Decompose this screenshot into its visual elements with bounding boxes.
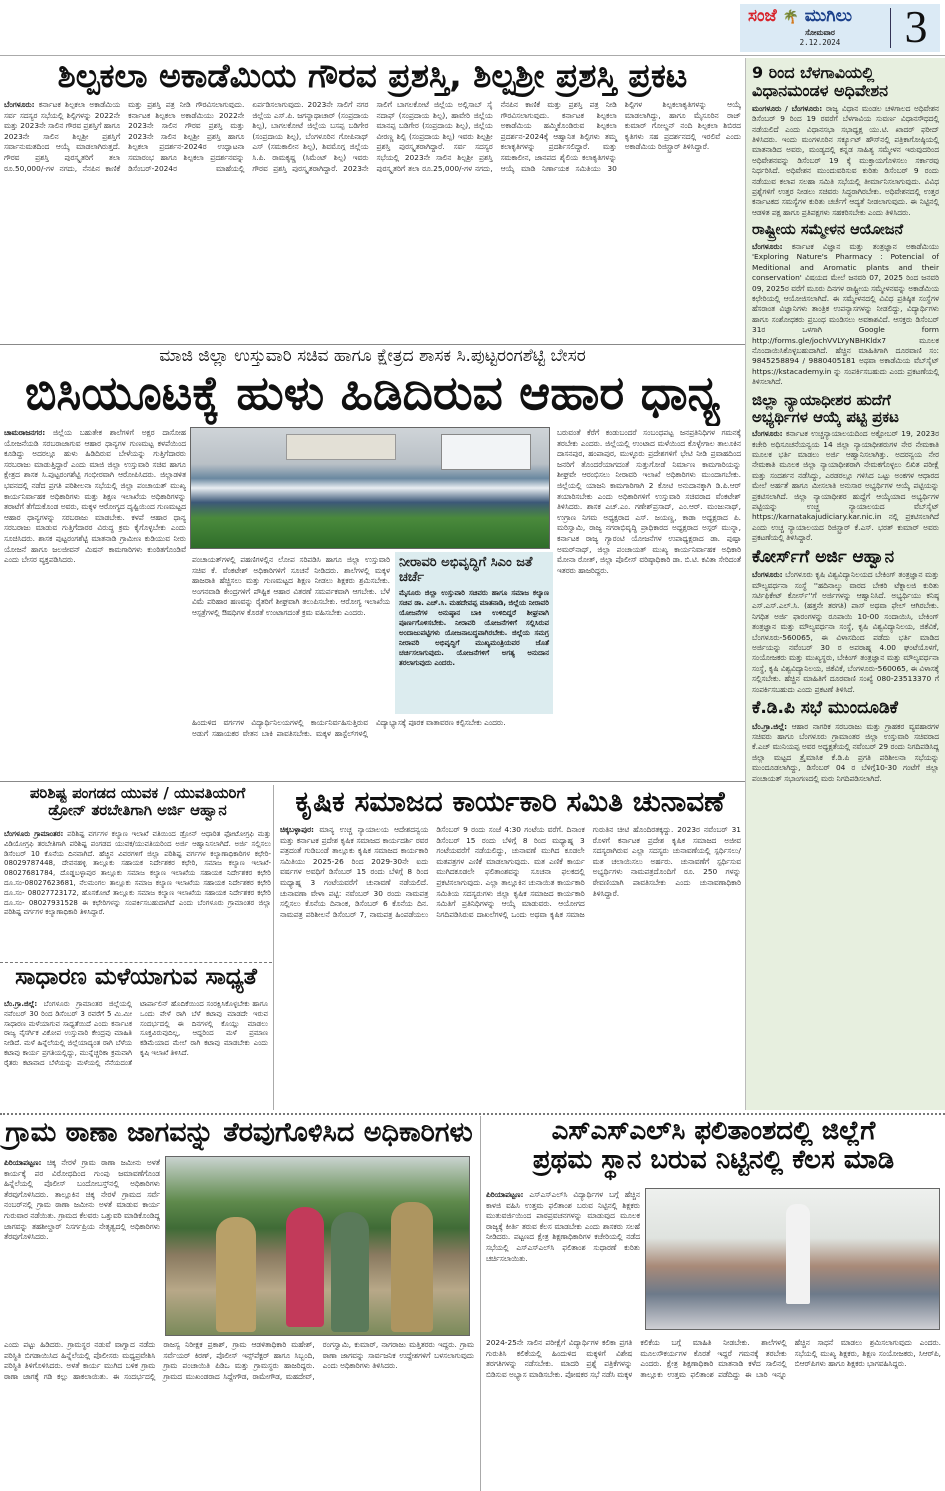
logo-part1: ಸಂಜೆ [748,6,777,26]
top-rule [0,55,945,56]
box-text: ಮೈಸೂರು ಜಿಲ್ಲಾ ಉಸ್ತುವಾರಿ ಸಚಿವರು ಹಾಗೂ ಸಮಾಜ ಕಲ್ಯಾಣ ಸಚಿವ ಡಾ. ಎಚ್.ಸಿ. ಮಹದೇವಪ್ಪ ಮಾತನಾಡಿ, ಜಿಲ್ಲೆಯ ನೀರಾವರಿ ಯೋಜನೆಗಳ ಅನುಷ್ಠಾನ ಬಾಕಿ ಉಳಿದಿದ್ದರೆ ಶೀಘ್ರವಾಗಿ ಪೂರ್ಣಗೊಳಿಸಬೇಕು. ನೀರಾವರಿ ಯೋಜನೆಗಳಿಗೆ ಸಲ್ಲಿಸಿರುವ ಅಂದಾಜುಪಟ್ಟಿಗಳು ಯೋಜನಾಬದ್ಧವಾಗಿರಬೇಕು. ಜಿಲ್ಲೆಯ ಸಮಗ್ರ ನೀರಾವರಿ ಅಭಿವೃದ್ಧಿಗೆ ಮುಖ್ಯಮಂತ್ರಿಯವರ ಜೊತೆ ಚರ್ಚಿಸಲಾಗುವುದು. ಯೋಜನೆಗಳಿಗೆ ಅಗತ್ಯ ಅನುದಾನ ತರಲಾಗುವುದು ಎಂದರು. [399,589,549,667]
article-bisiyoota-middle [192,555,390,715]
figure [286,1207,324,1327]
sidebar [745,58,945,1110]
sidebar-item-sammelana [752,222,939,387]
article-bisiyoota-left [4,428,186,778]
sidebar-headline: ಕೋರ್ಸ್‌ಗೆ ಅರ್ಜಿ ಆಹ್ವಾನ [752,546,895,567]
paper-logo [748,6,888,28]
edition-day: ಸೋಮವಾರ [805,28,835,37]
meeting-photo [190,427,550,549]
headline-line: ಪರಿಶಿಷ್ಟ ಪಂಗಡದ ಯುವಕ / ಯುವತಿಯರಿಗೆ [29,785,246,802]
dateline: ಬೆಂಗಳೂರು: [752,429,783,439]
article-bisiyoota-right [557,428,741,778]
headline-line: ಡ್ರೋನ್ ತರಬೇತಿಗಾಗಿ ಅರ್ಜಿ ಆಹ್ವಾನ [48,800,227,819]
edition-date: 2.12.2024 [799,38,841,47]
teachers-meeting-photo [645,1188,940,1330]
article-sslc-top [486,1190,640,1335]
sidebar-headline: ರಾಷ್ಟ್ರೀಯ ಸಮ್ಮೇಳನ ಆಯೋಜನೆ [752,222,904,239]
article-shilpakala-body [4,100,741,340]
logo-part2: ಮುಗಿಲು [804,6,852,26]
banner [286,434,396,460]
figure [786,1204,810,1304]
headline-shilpakala: ಶಿಲ್ಪಕಲಾ ಅಕಾಡೆಮಿಯ ಗೌರವ ಪ್ರಶಸ್ತಿ, ಶಿಲ್ಪಶ್ರೀ ಪ್ರಶಸ್ತಿ ಪ್ರಕಟ [57,58,688,95]
article-grama-thana-top [4,1158,160,1338]
sidebar-text: ರಾಜ್ಯ ವಿಧಾನ ಮಂಡಲ ಚಳಿಗಾಲದ ಅಧಿವೇಶನ ಡಿಸೆಂಬರ್ 9 ರಿಂದ 19 ರವರೆಗೆ ಬೆಳಗಾವಿಯ ಸುವರ್ಣ ವಿಧಾನಸೌಧದಲ್ಲಿ ನಡೆಯಲಿದೆ ಎಂದು ವಿಧಾನಸಭಾ ಸಭಾಧ್ಯಕ್ಷ ಯು.ಟಿ. ಖಾದರ್ ಫರೀದ್ ತಿಳಿಸಿದರು. ಇಂದು ಮಂಗಳೂರಿನ ಸರ್ಕ್ಯೂಟ್ ಹೌಸ್‌ನಲ್ಲಿ ಪತ್ರಿಕಾಗೋಷ್ಠಿಯಲ್ಲಿ ಮಾತನಾಡಿದ ಅವರು, ಮಂಡ್ಯದಲ್ಲಿ ಕನ್ನಡ ಸಾಹಿತ್ಯ ಸಮ್ಮೇಳನ ಇರುವುದರಿಂದ ಅಧಿವೇಶನವನ್ನು ಡಿಸೆಂಬರ್ 19 ಕ್ಕೆ ಮುಕ್ತಾಯಗೊಳಿಸಲು ಸರ್ಕಾರವು ನಿರ್ಧರಿಸಿದೆ. ಅಧಿವೇಶನ ಮುಂದುವರಿಸುವ ಕುರಿತು ಡಿಸೆಂಬರ್ 9 ರಂದು ನಡೆಯುವ ಕಲಾಪ ಸಲಹಾ ಸಮಿತಿ ಸಭೆಯಲ್ಲಿ ತೀರ್ಮಾನಿಸಲಾಗುವುದು. ವಿವಿಧ ಪ್ರಶ್ನೆಗಳಿಗೆ ಉತ್ತರ ನೀಡಲು ಸಚಿವರು ಸಿದ್ಧರಾಗಿರಬೇಕು. ಅಧಿವೇಶನದಲ್ಲಿ ಉತ್ತರ ಕರ್ನಾಟಕದ ಸಮಸ್ಯೆಗಳ ಕುರಿತು ಚರ್ಚೆಗೆ ಆದ್ಯತೆ ನೀಡಲಾಗುವುದು. ಈ ನಿಟ್ಟಿನಲ್ಲಿ ಆಡಳಿತ ಪಕ್ಷ ಹಾಗೂ ಪ್ರತಿಪಕ್ಷಗಳು ಸಹಕರಿಸಬೇಕು ಎಂದು ತಿಳಿಸಿದರು. [752,103,939,217]
article-text: ಮಾನ್ಯ ಉಚ್ಚ ನ್ಯಾಯಾಲಯ ಆದೇಶದನ್ವಯ ಮತ್ತು ಕರ್ನಾಟಕ ಪ್ರದೇಶ ಕೃಷಿಕ ಸಮಾಜದ ಕಾರ್ಯದರ್ಶಿ ರವರ ಪತ್ರದಂತೆ ಗುಡಿಬಂಡೆ ತಾಲ್ಲೂಕು ಕೃಷಿಕ ಸಮಾಜದ ಕಾರ್ಯಕಾರಿ ಸಮಿತಿಯು 2025-26 ರಿಂದ 2029-30ನೇ ಐದು ವರ್ಷಗಳ ಅವಧಿಗೆ ಡಿಸೆಂಬರ್ 15 ರಂದು ಬೆಳಿಗ್ಗೆ 8 ರಿಂದ ಮಧ್ಯಾಹ್ನ 3 ಗಂಟೆಯವರೆಗೆ ಚುನಾವಣೆ ನಡೆಯಲಿದೆ. ಚುನಾವಣಾ ವೇಳಾ ಪಟ್ಟಿ: ನವೆಂಬರ್ 30 ರಂದು ನಾಮಪತ್ರ ಸಲ್ಲಿಸಲು ಕೊನೆಯ ದಿನಾಂಕ, ಡಿಸೆಂಬರ್ 6 ಕೊನೆಯ ದಿನ. ನಾಮಪತ್ರ ಪರಿಶೀಲನೆ ಡಿಸೆಂಬರ್ 7, ನಾಮಪತ್ರ ಹಿಂಪಡೆಯಲು ಡಿಸೆಂಬರ್ 9 ರಂದು ಸಂಜೆ 4:30 ಗಂಟೆಯ ವರೆಗೆ. ದಿನಾಂಕ ಡಿಸೆಂಬರ್ 15 ರಂದು ಬೆಳಿಗ್ಗೆ 8 ರಿಂದ ಮಧ್ಯಾಹ್ನ 3 ಗಂಟೆಯವರೆಗೆ ನಡೆಯಲಿದ್ದು, ಚುನಾವಣೆ ಮುಗಿದ ಕೂಡಲೇ ಮತಪತ್ರಗಳ ಎಣಿಕೆ ಮಾಡಲಾಗುವುದು. ಮತ ಎಣಿಕೆ ಕಾರ್ಯ ಮುಗಿದಕೂಡಲೇ ಫಲಿತಾಂಶವನ್ನು ಸೂಚನಾ ಫಲಕದಲ್ಲಿ ಪ್ರಕಟಿಸಲಾಗುವುದು. ಎಲ್ಲಾ ತಾಲ್ಲೂಕಿನ ಚುನಾಯಿತ ಕಾರ್ಯಕಾರಿ ಸಮಿತಿಯ ಸದಸ್ಯರುಗಳು ಜಿಲ್ಲಾ ಕೃಷಿಕ ಸಮಾಜದ ಕಾರ್ಯಕಾರಿ ಸಮಿತಿಗೆ ಪ್ರತಿನಿಧಿಗಳನ್ನು ಆಯ್ಕೆ ಮಾಡುವರು. ಆಯೋಗದ ನಿಗದಿಪಡಿಸಿರುವ ದಾಖಲೆಗಳಲ್ಲಿ ಒಂದು ಅಥವಾ ಕೃಷಿಕ ಸಮಾಜ ಗುರುತಿನ ಚೀಟಿ ಹೊಂದಿರತಕ್ಕದ್ದು. 2023ರ ನವೆಂಬರ್ 31 ರೊಳಗೆ ಕರ್ನಾಟಕ ಪ್ರದೇಶ ಕೃಷಿಕ ಸಮಾಜದ ಅಜೀವ ಸದಸ್ಯರಾಗಿರುವ ಎಲ್ಲಾ ಸದಸ್ಯರು ಚುನಾವಣೆಯಲ್ಲಿ ಸ್ಪರ್ಧಿಸಲು/ ಮತ ಚಲಾಯಿಸಲು ಅರ್ಹರು. ಚುನಾವಣೆಗೆ ಸ್ಪರ್ಧಿಸುವ ಅಭ್ಯರ್ಥಿಗಳು ನಾಮಪತ್ರದೊಂದಿಗೆ ರೂ. 250 ಗಳನ್ನು ಠೇವಣಿಯಾಗಿ ಪಾವತಿಸಬೇಕು ಎಂದು ಚುನಾವಣಾಧಿಕಾರಿ ತಿಳಿಸಿದ್ದಾರೆ. [280,825,741,919]
dateline: ಬೆಂ.ಗ್ರಾ.ಜಿಲ್ಲೆ: [752,721,788,731]
divider [0,781,745,782]
article-text: ಪಂಚಾಯತ್‌ಗಳಲ್ಲಿ ಪಹಣಿಗಳಲ್ಲಿನ ಲೋಪ ಸರಿಪಡಿಸಿ ಹಾಗೂ ಜಿಲ್ಲಾ ಉಸ್ತುವಾರಿ ಸಚಿವ ಕೆ. ವೆಂಕಟೇಶ್ ಅಧಿಕಾರಿಗಳಿಗೆ ಸೂಚನೆ ನೀಡಿದರು. ಶಾಲೆಗಳಲ್ಲಿ ಮಕ್ಕಳ ಹಾಜರಾತಿ ಹೆಚ್ಚಿಸಲು ಮತ್ತು ಗುಣಮಟ್ಟದ ಶಿಕ್ಷಣ ನೀಡಲು ಶಿಕ್ಷಕರು ಶ್ರಮಿಸಬೇಕು. ಅಂಗನವಾಡಿ ಕೇಂದ್ರಗಳಿಗೆ ಪೌಷ್ಟಿಕ ಆಹಾರ ವಿತರಣೆ ಸಮರ್ಪಕವಾಗಿ ಆಗಬೇಕು. ಬೆಳೆ ವಿಮೆ ಪರಿಹಾರ ಹಣವನ್ನು ರೈತರಿಗೆ ಶೀಘ್ರವಾಗಿ ತಲುಪಿಸಬೇಕು. ಆರೋಗ್ಯ ಇಲಾಖೆಯ ಆಸ್ಪತ್ರೆಗಳಲ್ಲಿ ಔಷಧಿಗಳ ಕೊರತೆ ಉಂಟಾಗದಂತೆ ಕ್ರಮ ವಹಿಸಬೇಕು ಎಂದರು. [192,555,390,617]
figure [331,1212,369,1332]
article-grama-thana-bottom [4,1340,474,1490]
article-bisiyoota-bottom [192,718,552,776]
sidebar-text: ಬೆಂಗಳೂರು ಕೃಷಿ ವಿಶ್ವವಿದ್ಯಾನಿಲಯದ ಬೇಕಿಂಗ್ ತಂತ್ರಜ್ಞಾನ ಮತ್ತು ಮೌಲ್ಯವರ್ಧನಾ ಸಂಸ್ಥೆ ''ಹದಿನಾಲ್ಕು ವಾರದ ಬೇಕರಿ ಟೆಕ್ನಾಲಜಿ ಕುರಿತು ಸರ್ಟಿಫಿಕೇಟ್ ಕೋರ್ಸ್''ಗೆ ಅರ್ಜಿಗಳನ್ನು ಆಹ್ವಾನಿಸಿದೆ. ಅಭ್ಯರ್ಥಿಯು ಕನಿಷ್ಠ ಎಸ್.ಎಸ್.ಎಲ್.ಸಿ. (ಹತ್ತನೇ ತರಗತಿ) ಪಾಸ್ ಅಥವಾ ಫೇಲ್ ಆಗಿರಬೇಕು. ನಿಗಧಿತ ಅರ್ಜಿ ಫಾರಂಗಳನ್ನು ರೂಪಾಯಿ 10-00 ಸಂದಾಯಿಸಿ, ಬೇಕಿಂಗ್ ತಂತ್ರಜ್ಞಾನ ಮತ್ತು ಮೌಲ್ಯವರ್ಧನಾ ಸಂಸ್ಥೆ, ಕೃಷಿ ವಿಶ್ವವಿದ್ಯಾನಿಲಯ, ಜಿಕೆವಿಕೆ, ಬೆಂಗಳೂರು-560065, ಈ ವಿಳಾಸದಿಂದ ಪಡೆದು ಭರ್ತಿ ಮಾಡಿದ ಅರ್ಜಿಯನ್ನು ನವೆಂಬರ್ 30 ರ ಅಪರಾಹ್ನ 4.00 ಘಂಟೆಯೊಳಗೆ, ಸಂಯೋಜಕರು ಮತ್ತು ಮುಖ್ಯಸ್ಥರು, ಬೇಕಿಂಗ್ ತಂತ್ರಜ್ಞಾನ ಮತ್ತು ಮೌಲ್ಯವರ್ಧನಾ ಸಂಸ್ಥೆ, ಕೃಷಿ ವಿಶ್ವವಿದ್ಯಾನಿಲಯ, ಜಿಕೆವಿಕೆ, ಬೆಂಗಳೂರು-560065, ಈ ವಿಳಾಸಕ್ಕೆ ಸಲ್ಲಿಸಬೇಕು. ಹೆಚ್ಚಿನ ಮಾಹಿತಿಗೆ ದೂರವಾಣಿ ಸಂಖ್ಯೆ 080-23513370 ಗೆ ಸಂಪರ್ಕಿಸಬಹುದು ಎಂದು ಪ್ರಕಟಣೆ ತಿಳಿಸಿದೆ. [752,570,940,694]
sidebar-item-kdp [752,699,939,784]
figure [216,1217,256,1332]
article-text: ಕರ್ನಾಟಕ ಶಿಲ್ಪಕಲಾ ಅಕಾಡೆಮಿಯ ಸರ್ವ ಸದಸ್ಯರ ಸಭೆಯಲ್ಲಿ ಶಿಲ್ಪಿಗಳನ್ನು 2022ನೇ ಮತ್ತು 2023ನೇ ಸಾಲಿನ ಗೌರವ ಪ್ರಶಸ್ತಿಗೆ ಹಾಗೂ 2023ನೇ ಸಾಲಿನ ಶಿಲ್ಪಶ್ರೀ ಪ್ರಶಸ್ತಿಗೆ ಸರ್ವಾನುಮತದಿಂದ ಆಯ್ಕೆ ಮಾಡಲಾಗಿರುತ್ತದೆ. ಗೌರವ ಪ್ರಶಸ್ತಿ ಪುರಸ್ಕೃತರಿಗೆ ತಲಾ ರೂ.50,000/-ಗಳ ನಗದು, ನೆನಪಿನ ಕಾಣಿಕೆ ಮತ್ತು ಪ್ರಶಸ್ತಿ ಪತ್ರ ನೀಡಿ ಗೌರವಿಸಲಾಗುವುದು. ಕರ್ನಾಟಕ ಶಿಲ್ಪಕಲಾ ಅಕಾಡೆಮಿಯು 2022ನೇ 2023ನೇ ಸಾಲಿನ ಗೌರವ ಪ್ರಶಸ್ತಿ ಮತ್ತು 2023ನೇ ಸಾಲಿನ ಶಿಲ್ಪಶ್ರೀ ಪ್ರಶಸ್ತಿ ಹಾಗೂ ಶಿಲ್ಪಕಲಾ ಪ್ರದರ್ಶನ-2024ರ ಉದ್ಘಾಟನಾ ಸಮಾರಂಭ ಹಾಗೂ ಶಿಲ್ಪಕಲಾ ಪ್ರದರ್ಶನವನ್ನು ಡಿಸೆಂಬರ್-2024ರ ಮಾಹೆಯಲ್ಲಿ ಏರ್ಪಡಿಸಲಾಗುವುದು. 2023ನೇ ಸಾಲಿಗೆ ನಗರ ಜಿಲ್ಲೆಯ ಎಸ್.ಪಿ. ಜಗನ್ನಾಥಾಚಾರ್ (ಸಂಪ್ರದಾಯ ಶಿಲ್ಪ), ಬಾಗಲಕೋಟೆ ಜಿಲ್ಲೆಯ ಬಸಪ್ಪ ಬಡಿಗೇರ (ಸಂಪ್ರದಾಯ ಶಿಲ್ಪ), ಬೆಂಗಳೂರಿನ ಗೋಪಿನಾಥ್ ಎಸ್ (ಸಮಕಾಲೀನ ಶಿಲ್ಪ), ಶಿವಮೊಗ್ಗ ಜಿಲ್ಲೆಯ ಸಿ.ಪಿ. ರಾಮಕೃಷ್ಣ (ಸಿಮೆಂಟ್ ಶಿಲ್ಪ) ಇವರು ಗೌರವ ಪ್ರಶಸ್ತಿ ಪುರಸ್ಕೃತರಾಗಿದ್ದಾರೆ. 2023ನೇ ಸಾಲಿಗೆ ಬಾಗಲಕೋಟೆ ಜಿಲ್ಲೆಯ ಅಲ್ಲಿಸಾಬ್ ಸೈ ನದಾಫ್ (ಸಂಪ್ರದಾಯ ಶಿಲ್ಪ), ಹಾವೇರಿ ಜಿಲ್ಲೆಯ ಮಾನಪ್ಪ ಬಡಿಗೇರ (ಸಂಪ್ರದಾಯ ಶಿಲ್ಪ), ಜಿಲ್ಲೆಯ ವೀರಣ್ಣ ಶಿಲ್ಪಿ (ಸಂಪ್ರದಾಯ ಶಿಲ್ಪ) ಇವರು ಶಿಲ್ಪಶ್ರೀ ಪ್ರಶಸ್ತಿ ಪುರಸ್ಕೃತರಾಗಿದ್ದಾರೆ. ಸರ್ವ ಸದಸ್ಯರ ಸಭೆಯಲ್ಲಿ 2023ನೇ ಸಾಲಿನ ಶಿಲ್ಪಶ್ರೀ ಪ್ರಶಸ್ತಿ ಪುರಸ್ಕೃತರಿಗೆ ತಲಾ ರೂ.25,000/-ಗಳ ನಗದು, ನೆನಪಿನ ಕಾಣಿಕೆ ಮತ್ತು ಪ್ರಶಸ್ತಿ ಪತ್ರ ನೀಡಿ ಗೌರವಿಸಲಾಗುವುದು. ಕರ್ನಾಟಕ ಶಿಲ್ಪಕಲಾ ಅಕಾಡೆಮಿಯ ಹಮ್ಮಿಕೊಂಡಿರುವ ಶಿಲ್ಪಕಲಾ ಪ್ರದರ್ಶನ-2024ಕ್ಕೆ ಆಹ್ವಾನಿತ ಶಿಲ್ಪಿಗಳು ತಮ್ಮ ಕಲಾಕೃತಿಗಳನ್ನು ಪ್ರದರ್ಶಿಸಲಿದ್ದಾರೆ. ಮತ್ತು ಸಮಕಾಲೀನ, ಜಾನಪದ ಶೈಲಿಯ ಕಲಾಕೃತಿಗಳನ್ನು ಆಯ್ಕೆ ಮಾಡಿ ನಿರ್ಣಾಯಕ ಸಮಿತಿಯು 30 ಶಿಲ್ಪಿಗಳ ಶಿಲ್ಪಕಲಾಕೃತಿಗಳನ್ನು ಆಯ್ಕೆ ಮಾಡಲಾಗಿದ್ದು, ಹಾಗೂ ಮೈಸೂರಿನ ರಾಜ್ ಕುಮಾರ್ ಗೋಲ್ಡನ್ ನಂದಿ ಶಿಲ್ಪಕಲಾ ಶಿಬಿರದ ಕೃತಿಗಳು ಸಹ ಪ್ರದರ್ಶನದಲ್ಲಿ ಇರಲಿವೆ ಎಂದು ಅಕಾಡೆಮಿಯ ರಿಜಿಸ್ಟ್ರಾರ್ ತಿಳಿಸಿದ್ದಾರೆ. [4,100,741,173]
headline-bisiyoota: ಬಿಸಿಯೂಟಕ್ಕೆ ಹುಳು ಹಿಡಿದಿರುವ ಆಹಾರ ಧಾನ್ಯ [24,368,721,421]
palm-tree-icon: 🌴 [782,10,799,25]
dateline: ಬೆಂಗಳೂರು: [4,100,35,109]
divider [0,962,272,963]
figure [391,1202,433,1332]
sidebar-item-nyayadheesha [752,392,939,544]
page-number: 3 [904,4,928,52]
article-drone-body [4,830,271,952]
sidebar-headline: ಕೆ.ಡಿ.ಪಿ ಸಭೆ ಮುಂದೂಡಿಕೆ [752,698,898,718]
headline-drone [0,785,275,829]
divider [273,785,274,1110]
dateline: ಮಂಗಳೂರು / ಬೆಂಗಳೂರು: [752,103,823,113]
sidebar-text: ಕರ್ನಾಟಕ ವಿಜ್ಞಾನ ಮತ್ತು ತಂತ್ರಜ್ಞಾನ ಅಕಾಡೆಮಿಯು 'Exploring Nature's Pharmacy : Potencial of Meditional and Aromatic plants and their conservation' ವಿಷಯದ ಮೇಲೆ ಜನವರಿ 07, 2025 ರಿಂದ ಜನವರಿ 09, 2025ರ ವರೆಗೆ ಮೂರು ದಿನಗಳ ರಾಷ್ಟ್ರೀಯ ಸಮ್ಮೇಳನವನ್ನು ಅಕಾಡೆಮಿಯ ಕಛೇರಿಯಲ್ಲಿ ಆಯೋಜಿಸಲಾಗಿದೆ. ಈ ಸಮ್ಮೇಳನದಲ್ಲಿ ವಿವಿಧ ಪ್ರತಿಷ್ಠಿತ ಸಂಸ್ಥೆಗಳ ಹೆಸರಾಂತ ವಿಜ್ಞಾನಿಗಳು ತಾಂತ್ರಿಕ ಉಪನ್ಯಾಸಗಳನ್ನು ನೀಡಲಿದ್ದು, ವಿದ್ಯಾರ್ಥಿಗಳು ಹಾಗೂ ಸಂಶೋಧಕರು ಪ್ರಬಂಧ ಮಂಡಿಸಲು ಅವಕಾಶವಿದೆ. ಆಸಕ್ತರು ಡಿಸೆಂಬರ್ 31ರ ಒಳಗಾಗಿ Google form http://forms.gle/jochVVLYyNBHKldx7 ಮೂಲಕ ನೊಂದಾಯಿಸಿಕೊಳ್ಳಬಹುದಾಗಿದೆ. ಹೆಚ್ಚಿನ ಮಾಹಿತಿಗಾಗಿ ದೂರವಾಣಿ ಸಂ: 9845258894 / 9880405181 ಅಥವಾ ಅಕಾಡೆಮಿಯ ವೆಬ್‌ಸೈಟ್ https://kstacademy.in ನ್ನು ಸಂಪರ್ಕಿಸಬಹುದು ಎಂದು ಪ್ರಕಟಣೆಯಲ್ಲಿ ತಿಳಿಸಲಾಗಿದೆ. [752,241,939,387]
article-male-body [4,1000,268,1104]
dateline: ಬೆಂ.ಗ್ರಾ.ಜಿಲ್ಲೆ: [4,1000,38,1008]
headline-grama-thana: ಗ್ರಾಮ ಠಾಣಾ ಜಾಗವನ್ನು ತೆರವುಗೊಳಿಸಿದ ಅಧಿಕಾರಿಗಳು [5,1118,473,1148]
article-text: ಪರಿಶಿಷ್ಟ ವರ್ಗಗಳ ಕಲ್ಯಾಣ ಇಲಾಖೆ ವತಿಯಿಂದ ಡ್ರೋನ್ ಆಧಾರಿತ ಫೋಟೋಗ್ರಫಿ ಮತ್ತು ವಿಡಿಯೋಗ್ರಫಿ ತರಬೇತಿಗಾಗಿ ಪರಿಶಿಷ್ಟ ಪಂಗಡದ ಯುವಕ/ಯುವತಿಯರಿಂದ ಅರ್ಜಿ ಆಹ್ವಾನಿಸಲಾಗಿದೆ. ಅರ್ಜಿ ಸಲ್ಲಿಸಲು ಡಿಸೆಂಬರ್ 10 ಕೊನೆಯ ದಿನವಾಗಿದೆ. ಹೆಚ್ಚಿನ ವಿವರಗಳಿಗೆ ಜಿಲ್ಲಾ ಪರಿಶಿಷ್ಟ ವರ್ಗಗಳ ಕಲ್ಯಾಣಾಧಿಕಾರಿಗಳ ಕಛೇರಿ- 08029787448, ದೇವನಹಳ್ಳಿ ತಾಲ್ಲೂಕು ಸಹಾಯಕ ನಿರ್ದೇಶಕರ ಕಛೇರಿ, ಸಮಾಜ ಕಲ್ಯಾಣ ಇಲಾಖೆ- 08027681784, ದೊಡ್ಡಬಳ್ಳಾಪುರ ತಾಲ್ಲೂಕು ಸಮಾಜ ಕಲ್ಯಾಣ ಇಲಾಖೆಯ ಸಹಾಯಕ ನಿರ್ದೇಶಕರ ಕಛೇರಿ ದೂ.ಸಂ-08027623681, ನೆಲಮಂಗಲ ತಾಲ್ಲೂಕು ಸಮಾಜ ಕಲ್ಯಾಣ ಇಲಾಖೆಯ ಸಹಾಯಕ ನಿರ್ದೇಶಕರ ಕಛೇರಿ ದೂ.ಸಂ- 08027723172, ಹೊಸಕೋಟೆ ತಾಲ್ಲೂಕು ಸಮಾಜ ಕಲ್ಯಾಣ ಇಲಾಖೆಯ ಸಹಾಯಕ ನಿರ್ದೇಶಕರ ಕಛೇರಿ ದೂ.ಸಂ- 08027931528 ಈ ಕಛೇರಿಗಳನ್ನು ಸಂಪರ್ಕಿಸಬಹುದಾಗಿದೆ ಎಂದು ಬೆಂಗಳೂರು ಗ್ರಾಮಾಂತರ ಜಿಲ್ಲಾ ಪರಿಶಿಷ್ಟ ವರ್ಗಗಳ ಕಲ್ಯಾಣಾಧಿಕಾರಿ ತಿಳಿಸಿದ್ದಾರೆ. [4,830,271,917]
sidebar-item-course [752,548,939,695]
dateline: ಬೆಂಗಳೂರು: [752,570,783,580]
article-text: ಬೆಂಗಳೂರು ಗ್ರಾಮಾಂತರ ಜಿಲ್ಲೆಯಲ್ಲಿ ನವೆಂಬರ್ 30 ರಿಂದ ಡಿಸೆಂಬರ್ 3 ರವರೆಗೆ 5 ಮಿ.ಮೀ ಸಾಧಾರಣ ಮಳೆಯಾಗುವ ಸಾಧ್ಯತೆಯಿದೆ ಎಂದು ಕರ್ನಾಟಕ ರಾಜ್ಯ ನೈಸರ್ಗಿಕ ವಿಕೋಪ ಉಸ್ತುವಾರಿ ಕೇಂದ್ರವು ಮಾಹಿತಿ ನೀಡಿದೆ. ಮಳೆ ಹಿನ್ನೆಲೆಯಲ್ಲಿ ಜಿಲ್ಲೆಯಾದ್ಯಂತ ರಾಗಿ ಬೆಳೆಯ ಕಟಾವು ಕಾರ್ಯ ಪ್ರಗತಿಯಲ್ಲಿದ್ದು, ಮುನ್ನೆಚ್ಚರಿಕಾ ಕ್ರಮವಾಗಿ ರೈತರು ಕಟಾವಾದ ಬೆಳೆಯನ್ನು ಮಳೆಯಲ್ಲಿ ನೆನೆಯದಂತೆ ಟಾರ್ಪಾಲಿನ್ ಹೊದಿಕೆಯಿಂದ ಸಂರಕ್ಷಿಸಿಕೊಳ್ಳಬೇಕು ಹಾಗೂ ಒಂದು ವೇಳೆ ರಾಗಿ ಬೆಳೆ ಕಟಾವು ಮಾಡದೇ ಇರುವ ಸಂದರ್ಭದಲ್ಲಿ ಈ ದಿನಗಳಲ್ಲಿ ಕೊಯ್ಲು ಮಾಡಲು ಸೂಕ್ತವಿರುವುದಿಲ್ಲ, ಆದ್ದರಿಂದ ಮಳೆ ಪ್ರಮಾಣ ಕಡಿಮೆಯಾದ ಮೇಲೆ ರಾಗಿ ಕಟಾವು ಮಾಡಬೇಕು ಎಂದು ಕೃಷಿ ಇಲಾಖೆ ತಿಳಿಸಿದೆ. [4,1000,268,1067]
article-text: 2024-25ನೇ ಸಾಲಿನ ಪರೀಕ್ಷೆಗೆ ವಿದ್ಯಾರ್ಥಿಗಳ ಕಲಿಕಾ ಪ್ರಗತಿ ಗುರುತಿಸಿ ಕಲಿಕೆಯಲ್ಲಿ ಹಿಂದುಳಿದ ಮಕ್ಕಳಿಗೆ ವಿಶೇಷ ತರಗತಿಗಳನ್ನು ನಡೆಸಬೇಕು. ಮಾದರಿ ಪ್ರಶ್ನೆ ಪತ್ರಿಕೆಗಳನ್ನು ಬಿಡಿಸುವ ಅಭ್ಯಾಸ ಮಾಡಿಸಬೇಕು. ಪೋಷಕರ ಸಭೆ ನಡೆಸಿ ಮಕ್ಕಳ ಕಲಿಕೆಯ ಬಗ್ಗೆ ಮಾಹಿತಿ ನೀಡಬೇಕು. ಶಾಲೆಗಳಲ್ಲಿ ಮೂಲಸೌಕರ್ಯಗಳ ಕೊರತೆ ಇದ್ದರೆ ಗಮನಕ್ಕೆ ತರಬೇಕು ಎಂದರು. ಕ್ಷೇತ್ರ ಶಿಕ್ಷಣಾಧಿಕಾರಿ ಮಾತನಾಡಿ ಕಳೆದ ಸಾಲಿನಲ್ಲಿ ತಾಲ್ಲೂಕು ಉತ್ತಮ ಫಲಿತಾಂಶ ಪಡೆದಿದ್ದು ಈ ಬಾರಿ ಇನ್ನೂ ಹೆಚ್ಚಿನ ಸಾಧನೆ ಮಾಡಲು ಶ್ರಮಿಸಲಾಗುವುದು ಎಂದರು. ಸಭೆಯಲ್ಲಿ ಮುಖ್ಯ ಶಿಕ್ಷಕರು, ಶಿಕ್ಷಣ ಸಂಯೋಜಕರು, ಸಿಆರ್‌ಪಿ, ಬಿಆರ್‌ಪಿಗಳು ಹಾಗೂ ಶಿಕ್ಷಕರು ಭಾಗವಹಿಸಿದ್ದರು. [486,1338,941,1379]
article-text: ಹಿಂದುಳಿದ ವರ್ಗಗಳ ವಿದ್ಯಾರ್ಥಿನಿಲಯಗಳಲ್ಲಿ ಕಾರ್ಯನಿರ್ವಹಿಸುತ್ತಿರುವ ಅಡುಗೆ ಸಹಾಯಕರ ವೇತನ ಬಾಕಿ ಪಾವತಿಸಬೇಕು. ಮಕ್ಕಳ ಹಾಸ್ಟೆಲ್‌ಗಳಲ್ಲಿ ವಿದ್ಯಾಭ್ಯಾಸಕ್ಕೆ ಪೂರಕ ವಾತಾವರಣ ಕಲ್ಪಿಸಬೇಕು ಎಂದರು. [192,718,506,738]
article-krishika-body [280,825,741,1110]
dateline: ಚಾಮರಾಜನಗರ: [4,428,46,437]
masthead [740,4,940,52]
dateline: ಬೆಂಗಳೂರು: [752,241,783,251]
sidebar-text: ಕರ್ನಾಟಕ ಉಚ್ಚನ್ಯಾಯಾಲಯದಿಂದ ಅಕ್ಟೋಬರ್ 19, 2023ರ ಕಚೇರಿ ಅಧಿಸೂಚನೆಯನ್ವಯ 14 ಜಿಲ್ಲಾ ನ್ಯಾಯಾಧೀಶರುಗಳ ನೇರ ನೇಮಕಾತಿ ಮೂಲಕ ಭರ್ತಿ ಮಾಡಲು ಅರ್ಜಿ ಆಹ್ವಾನಿಸಲಾಗಿತ್ತು. ಅದರನ್ವಯ ನೇರ ನೇಮಕಾತಿ ಮೂಲಕ ಜಿಲ್ಲಾ ನ್ಯಾಯಾಧೀಶರಾಗಿ ನೇಮಕಗೊಳ್ಳಲು ಲಿಖಿತ ಪರೀಕ್ಷೆ ಮತ್ತು ಸಂದರ್ಶನ ನಡೆಸಿದ್ದು, ಎರಡರಲ್ಲೂ ಗಳಿಸಿದ ಒಟ್ಟು ಅಂಕಗಳ ಆಧಾರದ ಮೇಲೆ ಅರ್ಹತೆ ಹಾಗೂ ಮೀಸಲಾತಿ ಅನುಸಾರ ಅಭ್ಯರ್ಥಿಗಳ ಆಯ್ಕೆ ಪಟ್ಟಿಯನ್ನು ಪ್ರಕಟಿಸಲಾಗಿದೆ. ಜಿಲ್ಲಾ ನ್ಯಾಯಾಧೀಶರ ಹುದ್ದೆಗೆ ಆಯ್ಕೆಯಾದ ಅಭ್ಯರ್ಥಿಗಳ ಪಟ್ಟಿಯನ್ನು ಉಚ್ಚ ನ್ಯಾಯಾಲಯದ ವೆಬ್‌ಸೈಟ್ https://karnatakajudiciary.kar.nic.in ನಲ್ಲಿ ಪ್ರಕಟಿಸಲಾಗಿದೆ ಎಂದು ಉಚ್ಚ ನ್ಯಾಯಾಲಯದ ರಿಜಿಸ್ಟ್ರಾರ್ ಕೆ.ಎಸ್. ಭರತ್ ಕುಮಾರ್ ಅವರು ಪ್ರಕಟಣೆಯಲ್ಲಿ ತಿಳಿಸಿದ್ದಾರೆ. [752,429,940,543]
dateline: ಪಿರಿಯಾಪಟ್ಟಣ: [486,1190,524,1199]
headline-line: ಎಸ್‌ಎಸ್‌ಎಲ್‌ಸಿ ಫಲಿತಾಂಶದಲ್ಲಿ ಜಿಲ್ಲೆಗೆ [551,1117,876,1146]
divider [0,344,745,345]
sidebar-text: ಆಹಾರ ನಾಗರಿಕ ಸರಬರಾಜು ಮತ್ತು ಗ್ರಾಹಕರ ವ್ಯವಹಾರಗಳ ಸಚಿವರು ಹಾಗೂ ಬೆಂಗಳೂರು ಗ್ರಾಮಾಂತರ ಜಿಲ್ಲಾ ಉಸ್ತುವಾರಿ ಸಚಿವರಾದ ಕೆ.ಎಚ್ ಮುನಿಯಪ್ಪ ಅವರ ಅಧ್ಯಕ್ಷತೆಯಲ್ಲಿ ನವೆಂಬರ್ 29 ರಂದು ನಿಗದಿಪಡಿಸಿದ್ದ ಜಿಲ್ಲಾ ಮಟ್ಟದ ತ್ರೈಮಾಸಿಕ ಕೆ.ಡಿ.ಪಿ ಪ್ರಗತಿ ಪರಿಶೀಲನಾ ಸಭೆಯನ್ನು ಮುಂದೂಡಲಾಗಿದ್ದು, ಡಿಸೆಂಬರ್ 04 ರ ಬೆಳಿಗ್ಗೆ10-30 ಗಂಟೆಗೆ ಜಿಲ್ಲಾ ಪಂಚಾಯತ್ ಸಭಾಂಗಣದಲ್ಲಿ ಮರು ನಿಗದಿಪಡಿಸಲಾಗಿದೆ. [752,721,939,783]
masthead-divider [890,8,891,48]
article-text: ಬರುವಂತೆ ಕೆರೆಗೆ ಕಂಡುಬಂದರೆ ಸಂಬಂಧಪಟ್ಟ ಜನಪ್ರತಿನಿಧಿಗಳ ಗಮನಕ್ಕೆ ತರಬೇಕು ಎಂದರು. ಜಿಲ್ಲೆಯಲ್ಲಿ ಉಂಟಾದ ಮಳೆಯಿಂದ ಕೊಳ್ಳೇಗಾಲ ತಾಲೂಕಿನ ದಾಸನಪುರ, ಹಂಪಾಪುರ, ಮುಳ್ಳೂರು ಪ್ರದೇಶಗಳಿಗೆ ಭೇಟಿ ನೀಡಿ ಪ್ರವಾಹದಿಂದ ಜನರಿಗೆ ತೊಂದರೆಯಾಗದಂತೆ ಸುತ್ತುಗೋಡೆ ನಿರ್ಮಾಣ ಕಾಮಗಾರಿಯನ್ನು ಶೀಘ್ರವೇ ಆರಂಭಿಸಲು ನೀರಾವರಿ ಇಲಾಖೆ ಅಧಿಕಾರಿಗಳು ಮುಂದಾಗಬೇಕು. ಜಿಲ್ಲೆಯಲ್ಲಿ ಯಾಜನಿ ಕಾಮಗಾರಿಗಾಗಿ 2 ಕೋಟಿ ಅನುದಾನಕ್ಕಾಗಿ ಡಿ.ಪಿ.ಆರ್ ತಯಾರಿಸಬೇಕು ಎಂದು ಅಧಿಕಾರಿಗಳಿಗೆ ಉಸ್ತುವಾರಿ ಸಚಿವರಾದ ವೆಂಕಟೇಶ್ ತಿಳಿಸಿದರು. ಶಾಸಕ ಎಚ್.ಎಂ. ಗಣೇಶ್‌ಪ್ರಸಾದ್, ಎಂ.ಆರ್. ಮಂಜುನಾಥ್, ಉಗ್ರಾಣ ನಿಗಮ ಅಧ್ಯಕ್ಷರಾದ ಎಸ್. ಜಯಣ್ಣ, ಕಾಡಾ ಅಧ್ಯಕ್ಷರಾದ ಪಿ. ಮರಿಸ್ವಾಮಿ, ರಾಜ್ಯ ನಗರಾಭಿವೃದ್ಧಿ ಪ್ರಾಧಿಕಾರದ ಅಧ್ಯಕ್ಷರಾದ ಅಸ್ಗರ್ ಮುನ್ನಾ, ಕರ್ನಾಟಕ ರಾಜ್ಯ ಗ್ಯಾರಂಟಿ ಯೋಜನೆಗಳ ಉಪಾಧ್ಯಕ್ಷರಾದ ಡಾ. ಪುಷ್ಪಾ ಅಮರ್‌ನಾಥ್, ಜಿಲ್ಲಾ ಪಂಚಾಯತ್ ಮುಖ್ಯ ಕಾರ್ಯನಿರ್ವಾಹಕ ಅಧಿಕಾರಿ ಮೋನಾ ರೋತ್, ಜಿಲ್ಲಾ ಪೊಲೀಸ್ ವರಿಷ್ಠಾಧಿಕಾರಿ ಡಾ. ಬಿ.ಟಿ. ಕವಿತಾ ಸೇರಿದಂತೆ ಇತರರು ಹಾಜರಿದ್ದರು. [557,428,741,575]
sidebar-headline: ಜಿಲ್ಲಾ ನ್ಯಾಯಾಧೀಶರ ಹುದೆಗೆ ಅಭ್ಯರ್ಥಿಗಳ ಆಯ್ಕೆ ಪಟ್ಟಿ ಪ್ರಕಟ [752,390,899,426]
kicker-bisiyoota: ಮಾಜಿ ಜಿಲ್ಲಾ ಉಸ್ತುವಾರಿ ಸಚಿವ ಹಾಗೂ ಕ್ಷೇತ್ರದ ಶಾಸಕ ಸಿ.ಪುಟ್ಟರಂಗಶೆಟ್ಟಿ ಬೇಸರ [159,347,586,366]
headline-line: ಪ್ರಥಮ ಸ್ಥಾನ ಬರುವ ನಿಟ್ಟಿನಲ್ಲಿ ಕೆಲಸ ಮಾಡಿ [532,1144,895,1175]
neeravari-box [395,552,553,714]
headline-krishika: ಕೃಷಿಕ ಸಮಾಜದ ಕಾರ್ಯಕಾರಿ ಸಮಿತಿ ಚುನಾವಣೆ [295,787,725,818]
divider [0,1113,945,1115]
screen [441,434,531,470]
article-text: ಜಿಲ್ಲೆಯ ಬಹುತೇಕ ಶಾಲೆಗಳಿಗೆ ಅಕ್ಷರ ದಾಸೋಹ ಯೋಜನೆಯಡಿ ಸರಬರಾಜಾಗುವ ಆಹಾರ ಧಾನ್ಯಗಳ ಗುಣಮಟ್ಟ ಕಳಪೆಯಿಂದ ಕೂಡಿದ್ದು ಅದರಲ್ಲೂ ಹುಳು ಹಿಡಿದಿರುವ ಬೇಳೆಯನ್ನು ಗುತ್ತಿಗೆದಾರರು ಸರಬರಾಜು ಮಾಡುತ್ತಿದ್ದಾರೆ ಎಂದು ಮಾಜಿ ಜಿಲ್ಲಾ ಉಸ್ತುವಾರಿ ಸಚಿವ ಹಾಗೂ ಕ್ಷೇತ್ರದ ಶಾಸಕ ಸಿ.ಪುಟ್ಟರಂಗಶೆಟ್ಟಿ ಗಂಭೀರವಾಗಿ ಆರೋಪಿಸಿದರು. ಜಿಲ್ಲಾಡಳಿತ ಭವನದಲ್ಲಿ ನಡೆದ ಪ್ರಗತಿ ಪರಿಶೀಲನಾ ಸಭೆಯಲ್ಲಿ ಜಿಲ್ಲಾ ಪಂಚಾಯತ್ ಮುಖ್ಯ ಕಾರ್ಯನಿರ್ವಾಹಕ ಅಧಿಕಾರಿಗಳು ಮತ್ತು ಶಿಕ್ಷಣ ಇಲಾಖೆಯ ಅಧಿಕಾರಿಗಳನ್ನು ತರಾಟೆಗೆ ತೆಗೆದುಕೊಂಡ ಅವರು, ಮಕ್ಕಳ ಆರೋಗ್ಯದ ದೃಷ್ಟಿಯಿಂದ ಗುಣಮಟ್ಟದ ಆಹಾರ ಧಾನ್ಯಗಳನ್ನು ಸರಬರಾಜು ಮಾಡಬೇಕು. ಕಳಪೆ ಆಹಾರ ಧಾನ್ಯ ಸರಬರಾಜು ಮಾಡುವ ಗುತ್ತಿಗೆದಾರರ ವಿರುದ್ಧ ಕ್ರಮ ಕೈಗೊಳ್ಳಬೇಕು ಎಂದು ಸೂಚಿಸಿದರು. ಶಾಸಕ ಪುಟ್ಟರಂಗಶೆಟ್ಟಿ ಮಾತನಾಡಿ ಗ್ರಾಮೀಣ ಕುಡಿಯುವ ನೀರು ಯೋಜನೆ ಹಾಗೂ ಜಲಜೀವನ್ ಮಿಷನ್ ಕಾಮಗಾರಿಗಳು ಕುಂಠಿತಗೊಂಡಿವೆ ಎಂದು ಬೇಸರ ವ್ಯಕ್ತಪಡಿಸಿದರು. [4,428,186,565]
article-text: ಎಂದು ಪಟ್ಟು ಹಿಡಿದರು. ಗ್ರಾಮಸ್ಥರ ನಡುವೆ ವಾಗ್ವಾದ ನಡೆದು ಪರಿಸ್ಥಿತಿ ಬಿಗಡಾಯಿಸಿದ ಹಿನ್ನೆಲೆಯಲ್ಲಿ ಪೊಲೀಸರು ಮಧ್ಯಪ್ರವೇಶಿಸಿ ಪರಿಸ್ಥಿತಿ ತಿಳಿಗೊಳಿಸಿದರು. ಅಳತೆ ಕಾರ್ಯ ಮುಗಿದ ಬಳಿಕ ಗ್ರಾಮ ಠಾಣಾ ಜಾಗಕ್ಕೆ ಗಡಿ ಕಲ್ಲು ಹಾಕಲಾಯಿತು. ಈ ಸಂದರ್ಭದಲ್ಲಿ ರಾಜಸ್ವ ನಿರೀಕ್ಷಕ ಪ್ರಕಾಶ್, ಗ್ರಾಮ ಆಡಳಿತಾಧಿಕಾರಿ ಮಹೇಶ್, ಸರ್ವೆಯರ್ ಕಿರಣ್, ಪೊಲೀಸ್ ಇನ್ಸ್‌ಪೆಕ್ಟರ್ ಹಾಗೂ ಸಿಬ್ಬಂದಿ, ಗ್ರಾಮ ಪಂಚಾಯಿತಿ ಪಿಡಿಒ ಮತ್ತು ಗ್ರಾಮಸ್ಥರು ಹಾಜರಿದ್ದರು. ಗ್ರಾಮದ ಮುಖಂಡರಾದ ಸಿದ್ದೇಗೌಡ, ರಾಮೇಗೌಡ, ಮಹದೇವ್, ರಂಗಸ್ವಾಮಿ, ಕುಮಾರ್, ನಾಗರಾಜು ಮತ್ತಿತರರು ಇದ್ದರು. ಗ್ರಾಮ ಠಾಣಾ ಜಾಗವನ್ನು ಸಾರ್ವಜನಿಕ ಉದ್ದೇಶಗಳಿಗೆ ಬಳಸಲಾಗುವುದು ಎಂದು ಅಧಿಕಾರಿಗಳು ತಿಳಿಸಿದರು. [4,1340,474,1381]
dateline: ಪಿರಿಯಾಪಟ್ಟಣ: [4,1158,42,1167]
article-text: ಎಸ್‌ಎಸ್‌ಎಲ್‌ಸಿ ವಿದ್ಯಾರ್ಥಿಗಳ ಬಗ್ಗೆ ಹೆಚ್ಚಿನ ಕಾಳಜಿ ವಹಿಸಿ ಉತ್ತಮ ಫಲಿತಾಂಶ ಬರುವ ನಿಟ್ಟಿನಲ್ಲಿ ಶಿಕ್ಷಕರು ಮುತುವರ್ಜಿಯಿಂದ ಪಾಠಪ್ರವಚನಗಳನ್ನು ಮಾಡುವುದ ಮೂಲಕ ರಾಜ್ಯಕ್ಕೆ ಕೀರ್ತಿ ತರುವ ಕೆಲಸ ಮಾಡಬೇಕು ಎಂದು ಶಾಸಕರು ಸಲಹೆ ನೀಡಿದರು. ಪಟ್ಟಣದ ಕ್ಷೇತ್ರ ಶಿಕ್ಷಣಾಧಿಕಾರಿಗಳ ಕಚೇರಿಯಲ್ಲಿ ನಡೆದ ಸಭೆಯಲ್ಲಿ ಎಸ್‌ಎಸ್‌ಎಲ್‌ಸಿ ಫಲಿತಾಂಶ ಸುಧಾರಣೆ ಕುರಿತು ಚರ್ಚಿಸಲಾಯಿತು. [486,1190,640,1263]
police-crowd-photo [165,1156,470,1336]
divider [480,1116,481,1491]
headline-sslc [482,1117,945,1185]
article-sslc-bottom [486,1338,941,1490]
box-headline: ನೀರಾವರಿ ಅಭಿವೃದ್ಧಿಗೆ ಸಿಎಂ ಜತೆ ಚರ್ಚೆ [399,555,533,585]
headline-male: ಸಾಧಾರಣ ಮಳೆಯಾಗುವ ಸಾಧ್ಯತೆ [15,965,257,990]
article-text: ಚಿಕ್ಕ ನೇರಳೆ ಗ್ರಾಮ ಠಾಣಾ ಜಮೀನು ಅಳತೆ ಕಾರ್ಯಕ್ಕೆ ಪರ ವಿರೋಧದಿಂದ ಗುಂಪು ಜಮಾವಣೆಗೊಂಡ ಹಿನ್ನೆಲೆಯಲ್ಲಿ ಪೊಲೀಸ್ ಬಂದೋಬಸ್ತ್‌ನಲ್ಲಿ ಅಧಿಕಾರಿಗಳು ತೆರವುಗೊಳಿಸಿದರು. ತಾಲ್ಲೂಕಿನ ಚಿಕ್ಕ ನೇರಳೆ ಗ್ರಾಮದ ಸರ್ವೆ ನಂಬರ್‌ನಲ್ಲಿ ಗ್ರಾಮ ಠಾಣಾ ಜಮೀನು ಅಳತೆ ಮಾಡುವ ಕಾರ್ಯ ಗುರುವಾರ ನಡೆಯಿತು. ಗ್ರಾಮದ ಕೆಲವರು ಒತ್ತುವರಿ ಮಾಡಿಕೊಂಡಿದ್ದ ಜಾಗವನ್ನು ತಹಶೀಲ್ದಾರ್ ನಿಸರ್ಗಪ್ರಿಯ ನೇತೃತ್ವದಲ್ಲಿ ಅಧಿಕಾರಿಗಳು ತೆರವುಗೊಳಿಸಿದರು. [4,1158,160,1242]
dateline: ಚಿಕ್ಕಬಳ್ಳಾಪುರ: [280,825,314,834]
sidebar-item-adhiveshana [752,64,939,218]
sidebar-headline: 9 ರಿಂದ ಬೆಳಗಾವಿಯಲ್ಲಿ ವಿಧಾನಮಂಡಳ ಅಧಿವೇಶನ [752,63,889,101]
dateline: ಬೆಂಗಳೂರು ಗ್ರಾಮಾಂತರ: [4,830,64,838]
